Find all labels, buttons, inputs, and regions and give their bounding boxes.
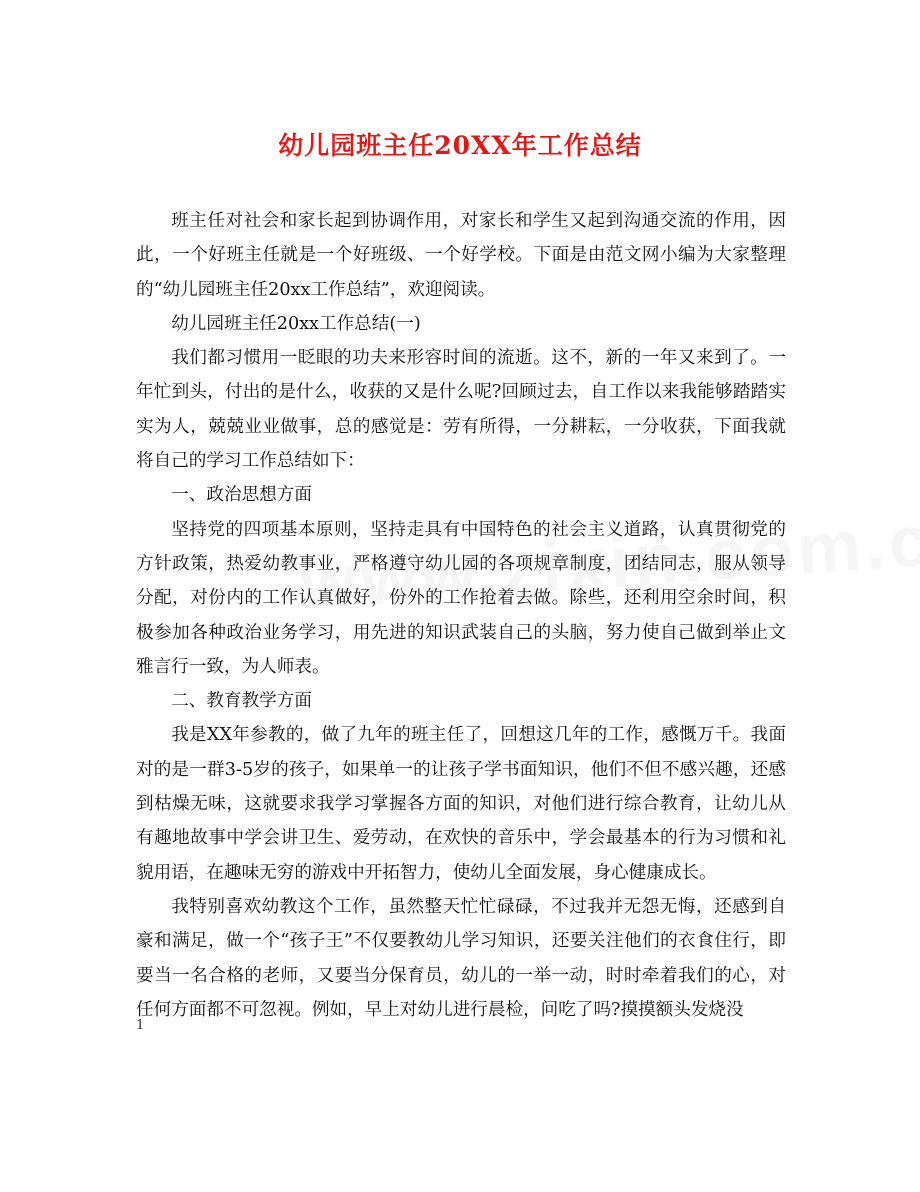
section-heading: 一、政治思想方面: [171, 485, 312, 506]
body-paragraph: 我们都习惯用一眨眼的功夫来形容时间的流逝。这不，新的一年又来到了。一年忙到头，付出的是什么，收获的又是什么呢?回顾过去，自工作以来我能够踏踏实实为人，兢兢业业做事，总的感觉是：劳有所得，一分耕耘，一分收获，下面我就将自己的学习工作总结如下：: [136, 348, 786, 472]
page-number: 1: [136, 1018, 145, 1033]
body-paragraph: 我是XX年参教的，做了九年的班主任了，回想这几年的工作，感慨万千。我面对的是一群3-5岁的孩子，如果单一的让孩子学书面知识，他们不但不感兴趣，还感到枯燥无味，这就要求我学习掌握各方面的知识，对他们进行综合教育，让幼儿从有趣地故事中学会讲卫生、爱劳动，在欢快的音乐中，学会最基本的行为习惯和礼貌用语，在趣味无穷的游戏中开拓智力，使幼儿全面发展，身心健康成长。: [136, 725, 786, 883]
document-body: [136, 204, 786, 1027]
intro-paragraph: 班主任对社会和家长起到协调作用，对家长和学生又起到沟通交流的作用，因此，一个好班主任就是一个好班级、一个好学校。下面是由范文网小编为大家整理的“幼儿园班主任20xx工作总结”，欢迎阅读。: [136, 211, 786, 300]
section-heading: 幼儿园班主任20xx工作总结(一): [171, 313, 421, 334]
document-title: 幼儿园班主任20XX年工作总结: [278, 131, 642, 160]
section-heading: 二、教育教学方面: [171, 691, 312, 712]
body-paragraph: 坚持党的四项基本原则，坚持走具有中国特色的社会主义道路，认真贯彻党的方针政策，热爱幼教事业，严格遵守幼儿园的各项规章制度，团结同志，服从领导分配，对份内的工作认真做好，份外的工作抢着去做。除些，还利用空余时间，积极参加各种政治业务学习，用先进的知识武装自己的头脑，努力使自己做到举止文雅言行一致，为人师表。: [136, 519, 786, 677]
body-paragraph: 我特别喜欢幼教这个工作，虽然整天忙忙碌碌，不过我并无怨无悔，还感到自豪和满足，做一个“孩子王”不仅要教幼儿学习知识，还要关注他们的衣食住行，即要当一名合格的老师，又要当分保育员，幼儿的一举一动，时时牵着我们的心，对任何方面都不可忽视。例如，早上对幼儿进行晨检，问吃了吗?摸摸额头发烧没: [136, 896, 786, 1020]
